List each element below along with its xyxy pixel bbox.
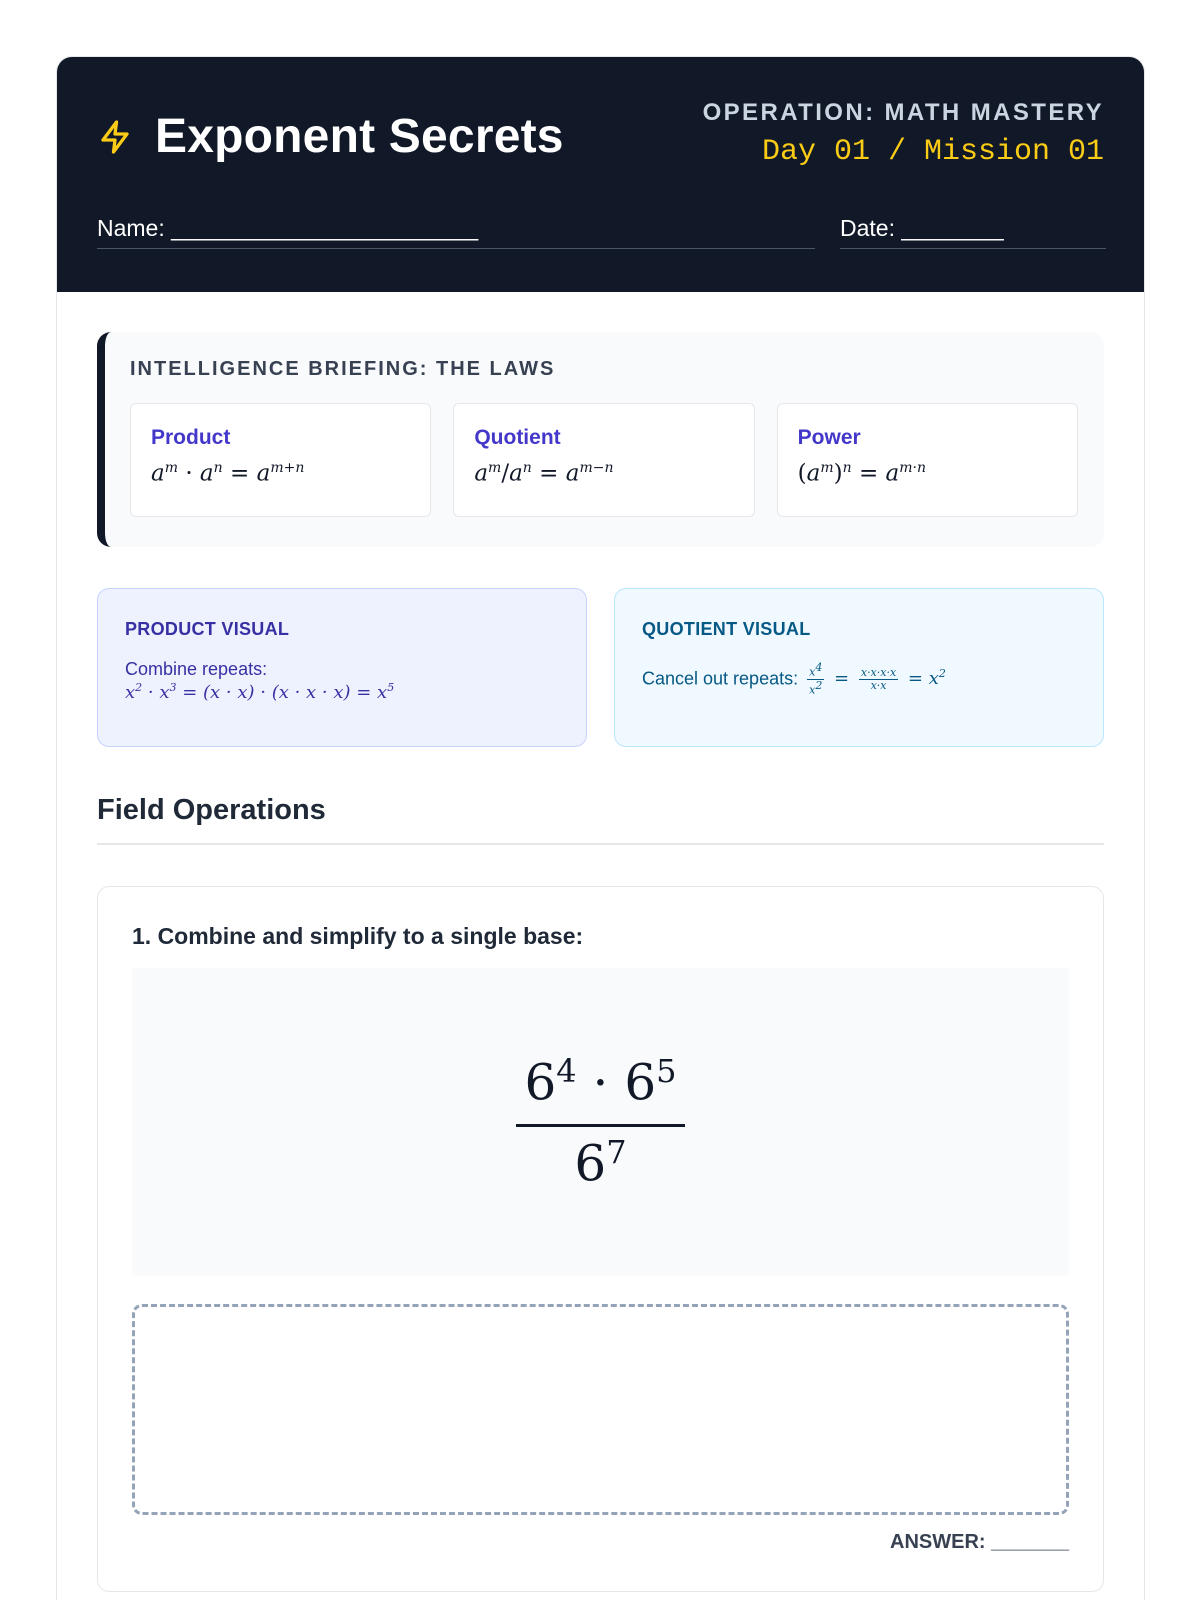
visual-text	[125, 658, 559, 705]
lightning-bolt-icon	[97, 115, 137, 159]
page-title: Exponent Secrets	[155, 110, 564, 163]
mission-label: Day 01 / Mission 01	[761, 135, 1104, 169]
visual-math: $\frac{x^4}{x^2}$ = $\frac{x\cdot x\cdot x\cdot x}{x\cdot x}$ = $x^2$	[809, 661, 946, 697]
worksheet	[56, 56, 1145, 1600]
law-formula: $(a^m)^n = a^{m\cdot n}$	[797, 460, 927, 487]
title-group	[97, 109, 564, 164]
law-name: Quotient	[474, 426, 561, 449]
law-card-power	[777, 403, 1078, 517]
law-name: Product	[151, 426, 231, 449]
visual-label: Combine repeats:	[125, 659, 268, 679]
problem-expression	[516, 1052, 684, 1192]
quotient-visual-card	[614, 588, 1104, 747]
expression-box	[132, 968, 1069, 1276]
laws-list	[130, 403, 1078, 517]
law-name: Power	[797, 426, 861, 449]
intelligence-briefing	[97, 332, 1104, 547]
visual-label: Cancel out repeats:	[642, 668, 799, 689]
section-title: Field Operations	[97, 794, 1104, 845]
law-card-product	[130, 403, 431, 517]
briefing-title: INTELLIGENCE BRIEFING: THE LAWS	[130, 358, 556, 380]
problem-question: 1. Combine and simplify to a single base:	[132, 923, 584, 949]
work-area[interactable]	[132, 1304, 1069, 1515]
visual-title: QUOTIENT VISUAL	[642, 619, 811, 639]
law-card-quotient	[453, 403, 754, 517]
visual-title: PRODUCT VISUAL	[125, 619, 290, 639]
expression-numerator: $6^4 \cdot 6^5$	[516, 1052, 684, 1127]
product-visual-card	[97, 588, 587, 747]
date-field[interactable]: Date: ________	[840, 211, 1106, 249]
worksheet-header	[57, 57, 1144, 292]
answer-field[interactable]: ANSWER: _______	[890, 1531, 1069, 1553]
visual-math: $x^2 \cdot x^3 = (x \cdot x) \cdot (x \cdot x \cdot x) = x^5$	[125, 681, 395, 704]
mission-info	[703, 99, 1104, 169]
problem-card	[97, 886, 1104, 1592]
visuals-row	[97, 588, 1104, 747]
name-field[interactable]: Name: ________________________	[97, 211, 815, 249]
expression-denominator: $6^7$	[574, 1132, 627, 1193]
law-formula: $a^m \cdot a^n = a^{m+n}$	[151, 460, 305, 487]
visual-text	[642, 662, 1076, 697]
operation-label: OPERATION: MATH MASTERY	[702, 99, 1104, 126]
worksheet-body	[57, 292, 1144, 1592]
law-formula: $a^m/a^n = a^{m-n}$	[474, 460, 614, 487]
